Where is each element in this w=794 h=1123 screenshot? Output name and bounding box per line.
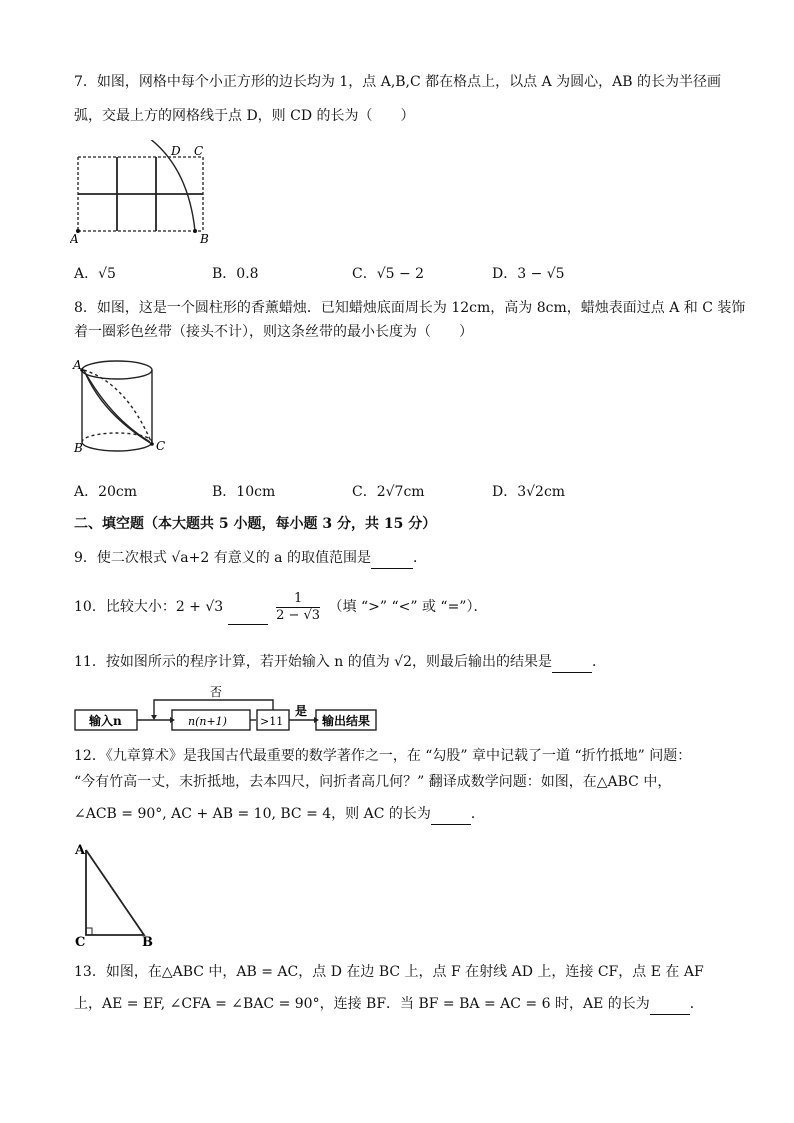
q13-line2-suffix: ．	[689, 996, 704, 1012]
q12-text-line1: 12．《九章算术》是我国古代最重要的数学著作之一，在 “勾股” 章中记载了一道 “折竹抵地” 问题：	[74, 748, 692, 764]
flow-cond-label: >11	[260, 715, 284, 728]
q7-option-c: C．√5 − 2	[352, 266, 425, 282]
q10-text	[74, 590, 487, 625]
q12-text-line2: “今有竹高一丈，末折抵地，去本四尺，问折者高几何？” 翻译成数学问题：如图，在△ABC 中，	[74, 774, 672, 790]
q7-label-b: B	[200, 232, 209, 244]
q7-label-d: D	[171, 144, 181, 158]
q12-label-b: B	[142, 935, 153, 950]
q7-text-line2: 弧，交最上方的网格线于点 D，则 CD 的长为（ ）	[74, 108, 415, 124]
q8-label-a: A	[73, 358, 82, 372]
flow-calc-label: n(n+1)	[188, 715, 227, 728]
q8-text-line1: 8．如图，这是一个圆柱形的香薰蜡烛．已知蜡烛底面周长为 12cm，高为 8cm，蜡烛表面过点 A 和 C 装饰	[74, 300, 746, 316]
flow-output-label: 输出结果	[322, 714, 371, 728]
q7-option-b: B．0.8	[212, 266, 259, 282]
flow-no-label: 否	[210, 685, 223, 699]
q10-fraction-numerator: 1	[276, 591, 320, 608]
q12-triangle-figure	[72, 840, 162, 950]
q8-label-c: C	[156, 439, 166, 453]
q11-prefix: 11．按如图所示的程序计算，若开始输入 n 的值为 √2，则最后输出的结果是	[74, 654, 553, 670]
q8-option-b: B．10cm	[212, 484, 276, 500]
q11-answer-blank[interactable]	[552, 652, 592, 673]
q13-answer-blank[interactable]	[650, 994, 690, 1015]
q7-label-c: C	[194, 144, 204, 158]
q10-suffix: （填 “>” “<” 或 “=”）．	[328, 599, 488, 615]
q11-text	[74, 652, 606, 673]
q13-line2-prefix: 上，AE = EF, ∠CFA = ∠BAC = 90°，连接 BF．当 BF = BA = AC = 6 时，AE 的长为	[74, 996, 650, 1012]
q11-flowchart	[72, 684, 382, 736]
q12-text-line3	[74, 804, 485, 825]
q7-grid-figure	[70, 140, 220, 244]
q9-suffix: ．	[412, 550, 427, 566]
q8-text-line2: 着一圈彩色丝带（接头不计），则这条丝带的最小长度为（ ）	[74, 324, 473, 340]
q8-label-b: B	[74, 441, 83, 455]
q10-fraction-denominator: 2 − √3	[276, 607, 321, 623]
q12-line3-prefix: ∠ACB = 90°, AC + AB = 10, BC = 4，则 AC 的长为	[74, 806, 431, 822]
q11-suffix: ．	[592, 654, 607, 670]
section-heading: 二、填空题（本大题共 5 小题，每小题 3 分，共 15 分）	[74, 516, 437, 532]
flow-yes-label: 是	[295, 704, 308, 718]
q9-prefix: 9．使二次根式 √a+2 有意义的 a 的取值范围是	[74, 550, 371, 566]
q10-prefix: 10．比较大小：2 + √3	[74, 599, 224, 615]
q7-label-a: A	[70, 232, 79, 244]
q8-option-d: D．3√2cm	[492, 484, 566, 500]
q9-answer-blank[interactable]	[371, 548, 413, 569]
q13-text-line2	[74, 994, 704, 1015]
flow-input-label: 输入n	[89, 714, 122, 728]
q9-text	[74, 548, 427, 569]
q7-option-a: A．√5	[74, 266, 116, 282]
q8-option-a: A．20cm	[74, 484, 138, 500]
q8-cylinder-figure	[72, 354, 170, 458]
q12-answer-blank[interactable]	[431, 804, 471, 825]
q10-fraction	[276, 591, 320, 624]
q12-label-a: A	[75, 843, 86, 858]
q10-answer-blank[interactable]	[228, 590, 268, 625]
q8-option-c: C．2√7cm	[352, 484, 425, 500]
q12-line3-suffix: ．	[470, 806, 485, 822]
q12-label-c: C	[75, 935, 86, 950]
q13-text-line1: 13．如图，在△ABC 中，AB = AC，点 D 在边 BC 上，点 F 在射线 AD 上，连接 CF，点 E 在 AF	[74, 964, 704, 980]
q7-option-d: D．3 − √5	[492, 266, 565, 282]
q7-text-line1: 7．如图，网格中每个小正方形的边长均为 1，点 A,B,C 都在格点上，以点 A 为圆心，AB 的长为半径画	[74, 74, 722, 90]
